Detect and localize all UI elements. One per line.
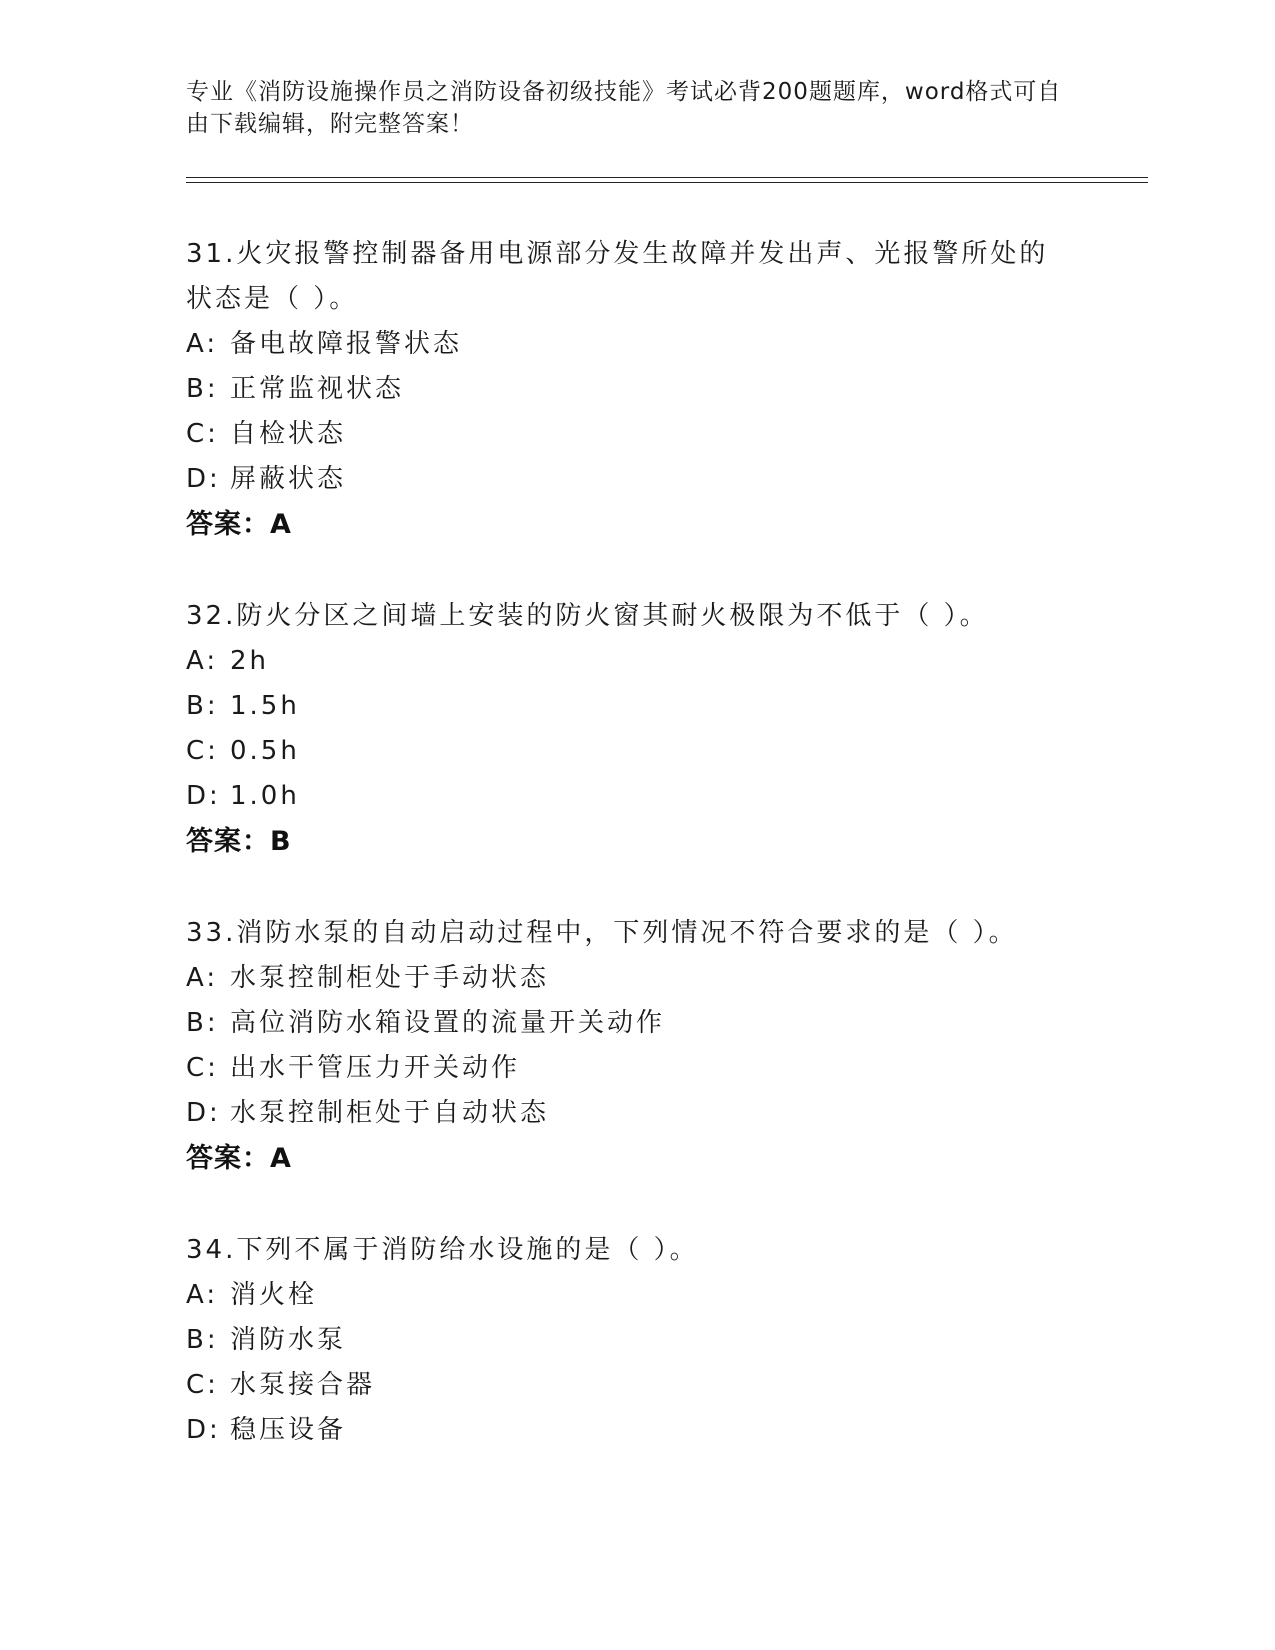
option-text: 消火栓 — [230, 1280, 318, 1310]
question-32 — [186, 594, 1066, 864]
option-key: C: — [186, 1370, 219, 1400]
option-key: B: — [186, 1008, 219, 1038]
option-text: 自检状态 — [230, 419, 347, 449]
option-key: A: — [186, 963, 219, 993]
option-b — [186, 367, 1066, 412]
option-c — [186, 1046, 1066, 1091]
option-key: C: — [186, 736, 219, 766]
option-text: 水泵控制柜处于手动状态 — [230, 963, 550, 993]
option-key: D: — [186, 781, 221, 811]
option-text: 稳压设备 — [230, 1415, 347, 1445]
option-key: C: — [186, 419, 219, 449]
option-text: 0.5h — [230, 736, 300, 766]
option-c — [186, 412, 1066, 457]
option-key: D: — [186, 464, 221, 494]
option-key: A: — [186, 1280, 219, 1310]
option-text: 出水干管压力开关动作 — [230, 1053, 521, 1083]
option-b — [186, 1001, 1066, 1046]
option-a — [186, 1273, 1066, 1318]
option-key: B: — [186, 374, 219, 404]
header-divider-bottom — [186, 182, 1148, 183]
option-text: 备电故障报警状态 — [230, 329, 463, 359]
option-text: 屏蔽状态 — [230, 464, 347, 494]
option-a — [186, 639, 1066, 684]
option-text: 水泵控制柜处于自动状态 — [230, 1098, 550, 1128]
option-b — [186, 1318, 1066, 1363]
option-d — [186, 774, 1066, 819]
option-text: 高位消防水箱设置的流量开关动作 — [230, 1008, 666, 1038]
option-text: 正常监视状态 — [230, 374, 405, 404]
question-stem: 32.防火分区之间墙上安装的防火窗其耐火极限为不低于（ ）。 — [186, 601, 989, 631]
option-a — [186, 322, 1066, 367]
question-stem: 31.火灾报警控制器备用电源部分发生故障并发出声、光报警所处的状态是（ ）。 — [186, 239, 1049, 314]
option-key: D: — [186, 1098, 221, 1128]
option-text: 1.0h — [230, 781, 300, 811]
option-c — [186, 729, 1066, 774]
header-divider-top — [186, 177, 1148, 178]
option-text: 2h — [230, 646, 270, 676]
option-key: B: — [186, 1325, 219, 1355]
question-34 — [186, 1228, 1066, 1453]
option-key: C: — [186, 1053, 219, 1083]
option-d — [186, 1408, 1066, 1453]
option-c — [186, 1363, 1066, 1408]
option-key: D: — [186, 1415, 221, 1445]
option-text: 水泵接合器 — [230, 1370, 376, 1400]
question-33 — [186, 911, 1066, 1181]
question-31 — [186, 232, 1066, 547]
option-b — [186, 684, 1066, 729]
option-d — [186, 1091, 1066, 1136]
question-stem: 34.下列不属于消防给水设施的是（ ）。 — [186, 1235, 699, 1265]
option-key: A: — [186, 646, 219, 676]
option-a — [186, 956, 1066, 1001]
option-key: A: — [186, 329, 219, 359]
option-d — [186, 457, 1066, 502]
option-key: B: — [186, 691, 219, 721]
answer-line: 答案：A — [186, 1143, 292, 1174]
answer-line: 答案：B — [186, 826, 292, 857]
document-title: 专业《消防设施操作员之消防设备初级技能》考试必背200题题库，word格式可自由下载编辑，附完整答案！ — [186, 79, 1062, 137]
question-stem: 33.消防水泵的自动启动过程中，下列情况不符合要求的是（ ）。 — [186, 918, 1018, 948]
option-text: 消防水泵 — [230, 1325, 347, 1355]
option-text: 1.5h — [230, 691, 300, 721]
answer-line: 答案：A — [186, 509, 292, 540]
